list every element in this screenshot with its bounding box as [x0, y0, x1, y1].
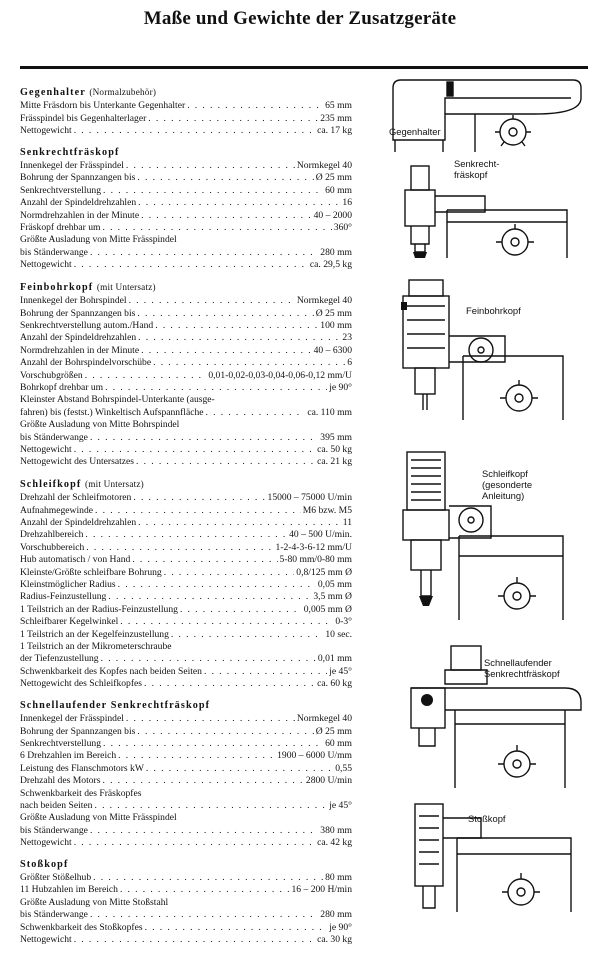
spec-value: je 90° — [329, 381, 352, 393]
spec-value: 40 – 2000 — [313, 209, 352, 221]
spec-row — [20, 666, 352, 678]
dot-leader — [126, 160, 295, 172]
spec-value: ca. 30 kg — [317, 934, 352, 945]
spec-label: Normdrehzahlen in der Minute — [20, 344, 140, 356]
spec-label: 1 Teilstrich an der Radius-Feinzustellung — [20, 603, 178, 615]
section-title: Schleifkopf — [20, 478, 82, 490]
section-heading — [20, 86, 352, 99]
dot-leader — [137, 172, 313, 184]
dot-leader — [102, 775, 303, 787]
spec-line: Größte Ausladung von Mitte Frässpindel — [20, 812, 177, 824]
spec-label: bis Ständerwange — [20, 824, 88, 836]
spec-value: 0,05 mm — [317, 579, 352, 591]
spec-row — [20, 492, 352, 504]
spec-row — [20, 332, 352, 344]
spec-label: nach beiden Seiten — [20, 799, 93, 811]
spec-value: 60 mm — [325, 737, 352, 749]
dot-leader — [85, 370, 207, 382]
spec-value: 280 mm — [320, 909, 352, 921]
spec-section — [20, 478, 352, 691]
spec-row — [20, 320, 352, 332]
spec-value: 15000 – 75000 U/min — [267, 492, 352, 504]
dot-leader — [148, 113, 318, 125]
section-note: (mit Untersatz) — [96, 281, 156, 292]
dot-leader — [74, 444, 315, 456]
gegenhalter-caption: Gegenhalter — [389, 126, 441, 137]
spec-label: Bohrung der Spannzangen bis — [20, 725, 136, 737]
spec-label: Nettogewicht — [20, 125, 72, 137]
dot-leader — [74, 125, 315, 137]
spec-row — [20, 370, 352, 382]
spec-section — [20, 281, 352, 469]
spec-label: Anzahl der Spindeldrehzahlen — [20, 332, 137, 344]
section-title: Feinbohrkopf — [20, 281, 94, 293]
spec-row — [20, 909, 352, 921]
section-title: Stoßkopf — [20, 858, 69, 870]
spec-line: Größte Ausladung von Mitte Bohrspindel — [20, 419, 180, 431]
spec-row — [20, 837, 352, 849]
dot-leader — [90, 825, 318, 837]
spec-row — [20, 800, 352, 812]
spec-label: Nettogewicht — [20, 259, 72, 271]
spec-value: 80 mm — [325, 871, 352, 883]
dot-leader — [138, 517, 341, 529]
dot-leader — [102, 222, 331, 234]
dot-leader — [108, 591, 311, 603]
stosskopf-caption: Stoßkopf — [468, 813, 506, 824]
dot-leader — [105, 382, 327, 394]
spec-label: der Tiefenzustellung — [20, 653, 99, 665]
dot-leader — [138, 197, 340, 209]
spec-column — [20, 86, 352, 955]
spec-label: Kleinstmöglicher Radius — [20, 579, 116, 591]
spec-label: Anzahl der Spindeldrehzahlen — [20, 517, 137, 528]
spec-value: 235 mm — [320, 112, 352, 124]
section-heading — [20, 147, 352, 159]
spec-value: Ø 25 mm — [315, 725, 352, 737]
spec-label: Größter Stößelhub — [20, 871, 92, 883]
spec-label: Schwenkbarkeit des Stoßkopfes — [20, 921, 143, 933]
dot-leader — [103, 738, 323, 750]
spec-label: Fräskopf drehbar um — [20, 222, 101, 234]
spec-label: Drehzahl der Schleifmotoren — [20, 492, 132, 504]
spec-value: 3,5 mm Ø — [313, 591, 352, 603]
spec-label: Bohrung der Spannzangen bis — [20, 307, 136, 319]
schnellaufender-senkrechtfraeskopf-caption: Schnellaufender Senkrechtfräskopf — [484, 657, 560, 679]
dot-leader — [171, 629, 323, 641]
dot-leader — [204, 666, 327, 678]
spec-label: Normdrehzahlen in der Minute — [20, 209, 140, 221]
dot-leader — [118, 579, 316, 591]
spec-label: Bohrkopf drehbar um — [20, 381, 104, 393]
spec-value: 23 — [342, 332, 352, 344]
spec-row — [20, 345, 352, 357]
spec-label: Nettogewicht des Schleifkopfes — [20, 678, 143, 690]
spec-label: 6 Drehzahlen im Bereich — [20, 750, 117, 762]
spec-value: 10 sec. — [325, 628, 352, 640]
spec-row — [20, 357, 352, 369]
spec-label: Schwenkbarkeit des Kopfes nach beiden Seiten — [20, 665, 202, 677]
dot-leader — [138, 332, 340, 344]
spec-label: Bohrung der Spannzangen bis — [20, 172, 136, 184]
spec-value: 380 mm — [320, 824, 352, 836]
spec-row — [20, 616, 352, 628]
spec-label: Senkrechtverstellung — [20, 737, 101, 749]
spec-line: Größte Ausladung von Mitte Frässpindel — [20, 234, 177, 246]
spec-row — [20, 432, 352, 444]
spec-label: Vorschubgrößen — [20, 369, 83, 381]
schleifkopf-caption: Schleifkopf (gesonderte Anleitung) — [482, 468, 533, 501]
dot-leader — [74, 837, 315, 849]
spec-row — [20, 247, 352, 259]
spec-label: Drehzahl des Motors — [20, 775, 101, 787]
spec-row — [20, 210, 352, 222]
spec-label: Schleifbarer Kegelwinkel — [20, 616, 119, 628]
spec-label: Nettogewicht — [20, 837, 72, 849]
dot-leader — [94, 800, 327, 812]
section-heading — [20, 859, 352, 871]
spec-value: je 90° — [329, 921, 352, 933]
dot-leader — [137, 308, 313, 320]
spec-label: Senkrechtverstellung autom./Hand — [20, 319, 154, 331]
spec-value: ca. 17 kg — [317, 125, 352, 137]
dot-leader — [187, 100, 323, 112]
dot-leader — [93, 872, 323, 884]
spec-value: ca. 60 kg — [317, 678, 352, 690]
dot-leader — [129, 295, 295, 307]
spec-row — [20, 295, 352, 307]
spec-row — [20, 125, 352, 137]
spec-line: Kleinster Abstand Bohrspindel-Unterkante (ausge- — [20, 394, 215, 406]
section-note: (mit Untersatz) — [85, 478, 144, 489]
spec-row — [20, 750, 352, 762]
spec-row — [20, 678, 352, 690]
dot-leader — [90, 909, 318, 921]
spec-value: 0,005 mm Ø — [303, 603, 352, 615]
spec-row — [20, 197, 352, 209]
spec-row — [20, 542, 352, 554]
dot-leader — [120, 616, 333, 628]
dot-leader — [137, 726, 313, 738]
spec-value: je 45° — [329, 665, 352, 677]
dot-leader — [146, 763, 333, 775]
spec-value: 0-3° — [335, 616, 352, 628]
spec-row — [20, 591, 352, 603]
spec-row — [20, 456, 352, 468]
spec-value: ca. 110 mm — [307, 406, 352, 418]
spec-section — [20, 147, 352, 272]
dot-leader — [180, 604, 302, 616]
dot-leader — [132, 554, 277, 566]
dot-leader — [136, 456, 315, 468]
dot-leader — [120, 884, 290, 896]
section-heading — [20, 700, 352, 712]
spec-value: 280 mm — [320, 246, 352, 258]
spec-value: Normkegel 40 — [296, 160, 352, 172]
spec-section — [20, 700, 352, 850]
spec-value: ca. 21 kg — [317, 456, 352, 468]
spec-row — [20, 100, 352, 112]
dot-leader — [164, 567, 295, 579]
dot-leader — [86, 542, 273, 554]
gegenhalter-illustration — [385, 74, 590, 154]
spec-label: Nettogewicht — [20, 934, 72, 945]
dot-leader — [74, 934, 315, 946]
spec-label: Radius-Feinzustellung — [20, 591, 107, 603]
spec-row — [20, 444, 352, 456]
spec-value: 0,01-0,02-0,03-0,04-0,06-0,12 mm/U — [208, 369, 352, 381]
spec-value: 60 mm — [325, 184, 352, 196]
section-title: Schnellaufender Senkrechtfräskopf — [20, 699, 211, 711]
section-title: Gegenhalter — [20, 87, 86, 98]
spec-label: fahren) bis (festst.) Winkeltisch Aufspannfläche — [20, 406, 204, 418]
spec-row — [20, 775, 352, 787]
spec-line: 1 Teilstrich an der Mikrometerschraube — [20, 641, 172, 653]
spec-label: bis Ständerwange — [20, 431, 88, 443]
spec-label: Senkrechtverstellung — [20, 184, 101, 196]
senkrechtfraeskopf-caption: Senkrecht- fräskopf — [454, 158, 500, 180]
spec-label: Frässpindel bis Gegenhalterlager — [20, 112, 147, 124]
spec-value: 11 — [342, 517, 352, 528]
spec-row — [20, 517, 352, 529]
spec-value: 65 mm — [325, 100, 352, 112]
spec-label: Innenkegel der Bohrspindel — [20, 295, 127, 307]
spec-label: Drehzahlbereich — [20, 529, 84, 541]
spec-label: Nettogewicht des Untersatzes — [20, 456, 135, 468]
spec-row — [20, 567, 352, 579]
spec-value: 40 – 500 U/min. — [289, 529, 352, 541]
spec-value: je 45° — [329, 799, 352, 811]
spec-value: 1-2-4-3-6-12 mm/U — [275, 541, 352, 553]
dot-leader — [118, 750, 275, 762]
spec-row — [20, 185, 352, 197]
spec-value: 360° — [333, 222, 352, 234]
spec-row — [20, 529, 352, 541]
spec-row — [20, 726, 352, 738]
spec-row — [20, 934, 352, 946]
spec-label: Kleinste/Größte schleifbare Bohrung — [20, 566, 162, 578]
spec-value: 100 mm — [320, 319, 352, 331]
section-heading — [20, 281, 352, 294]
spec-row — [20, 763, 352, 775]
spec-section — [20, 86, 352, 138]
dot-leader — [206, 407, 306, 419]
spec-row — [20, 160, 352, 172]
spec-row — [20, 884, 352, 896]
spec-label: bis Ständerwange — [20, 246, 88, 258]
spec-section — [20, 859, 352, 947]
title-rule — [20, 66, 588, 69]
spec-label: Innenkegel der Frässpindel — [20, 160, 124, 172]
spec-row — [20, 872, 352, 884]
spec-row — [20, 579, 352, 591]
dot-leader — [90, 432, 318, 444]
spec-row — [20, 407, 352, 419]
spec-row — [20, 738, 352, 750]
dot-leader — [95, 505, 301, 517]
spec-value: M6 bzw. M5 — [302, 504, 352, 516]
dot-leader — [90, 247, 318, 259]
spec-value: 5-80 mm/0-80 mm — [279, 554, 352, 566]
spec-label: Hub automatisch / von Hand — [20, 554, 131, 566]
spec-label: Vorschubbereich — [20, 541, 85, 553]
feinbohrkopf-illustration — [397, 276, 577, 422]
spec-value: 40 – 6300 — [313, 344, 352, 356]
spec-row — [20, 922, 352, 934]
spec-label: bis Ständerwange — [20, 909, 88, 921]
spec-value: Ø 25 mm — [315, 307, 352, 319]
spec-line: Schwenkbarkeit des Fräskopfes — [20, 787, 142, 799]
dot-leader — [103, 185, 323, 197]
dot-leader — [85, 529, 287, 541]
spec-value: Ø 25 mm — [315, 172, 352, 184]
spec-value: Normkegel 40 — [296, 295, 352, 307]
dot-leader — [133, 492, 265, 504]
spec-label: Anzahl der Bohrspindelvorschübe — [20, 357, 152, 369]
spec-row — [20, 604, 352, 616]
spec-line: Größte Ausladung von Mitte Stoßstahl — [20, 896, 169, 908]
spec-row — [20, 825, 352, 837]
spec-label: Leistung des Flanschmotors kW — [20, 762, 144, 774]
spec-label: 1 Teilstrich an der Kegelfeinzustellung — [20, 628, 169, 640]
page-title: Maße und Gewichte der Zusatzgeräte — [143, 8, 457, 29]
spec-row — [20, 222, 352, 234]
section-heading — [20, 478, 352, 491]
dot-leader — [101, 653, 316, 665]
spec-row — [20, 713, 352, 725]
spec-value: 2800 U/min — [305, 775, 352, 787]
spec-value: 1900 – 6000 U/mm — [277, 750, 352, 762]
section-note: (Normalzubehör) — [89, 87, 157, 97]
spec-label: Anzahl der Spindeldrehzahlen — [20, 197, 137, 209]
spec-value: 6 — [347, 357, 352, 369]
spec-value: 16 — [342, 197, 352, 209]
dot-leader — [141, 345, 312, 357]
spec-row — [20, 113, 352, 125]
spec-row — [20, 382, 352, 394]
section-title: Senkrechtfräskopf — [20, 146, 120, 158]
spec-row — [20, 629, 352, 641]
spec-value: 0,8/125 mm Ø — [296, 566, 352, 578]
spec-value: 16 – 200 H/min — [291, 884, 352, 896]
spec-row — [20, 172, 352, 184]
dot-leader — [145, 922, 328, 934]
spec-row — [20, 308, 352, 320]
dot-leader — [126, 713, 295, 725]
spec-value: Normkegel 40 — [296, 713, 352, 725]
spec-row — [20, 259, 352, 271]
dot-leader — [144, 678, 315, 690]
dot-leader — [155, 320, 318, 332]
spec-value: ca. 42 kg — [317, 837, 352, 849]
spec-value: ca. 29,5 kg — [309, 259, 352, 271]
spec-label: Aufnahmegewinde — [20, 504, 93, 516]
dot-leader — [153, 357, 345, 369]
spec-value: 0,01 mm — [317, 653, 352, 665]
spec-value: 0,55 — [335, 762, 352, 774]
spec-value: ca. 50 kg — [317, 443, 352, 455]
spec-label: 11 Hubzahlen im Bereich — [20, 884, 118, 896]
spec-row — [20, 653, 352, 665]
spec-row — [20, 505, 352, 517]
spec-label: Mitte Fräsdorn bis Unterkante Gegenhalter — [20, 100, 186, 112]
spec-label: Innenkegel der Frässpindel — [20, 713, 124, 725]
spec-label: Nettogewicht — [20, 443, 72, 455]
feinbohrkopf-caption: Feinbohrkopf — [466, 305, 521, 316]
spec-row — [20, 554, 352, 566]
dot-leader — [74, 259, 308, 271]
dot-leader — [141, 210, 312, 222]
spec-value: 395 mm — [320, 431, 352, 443]
